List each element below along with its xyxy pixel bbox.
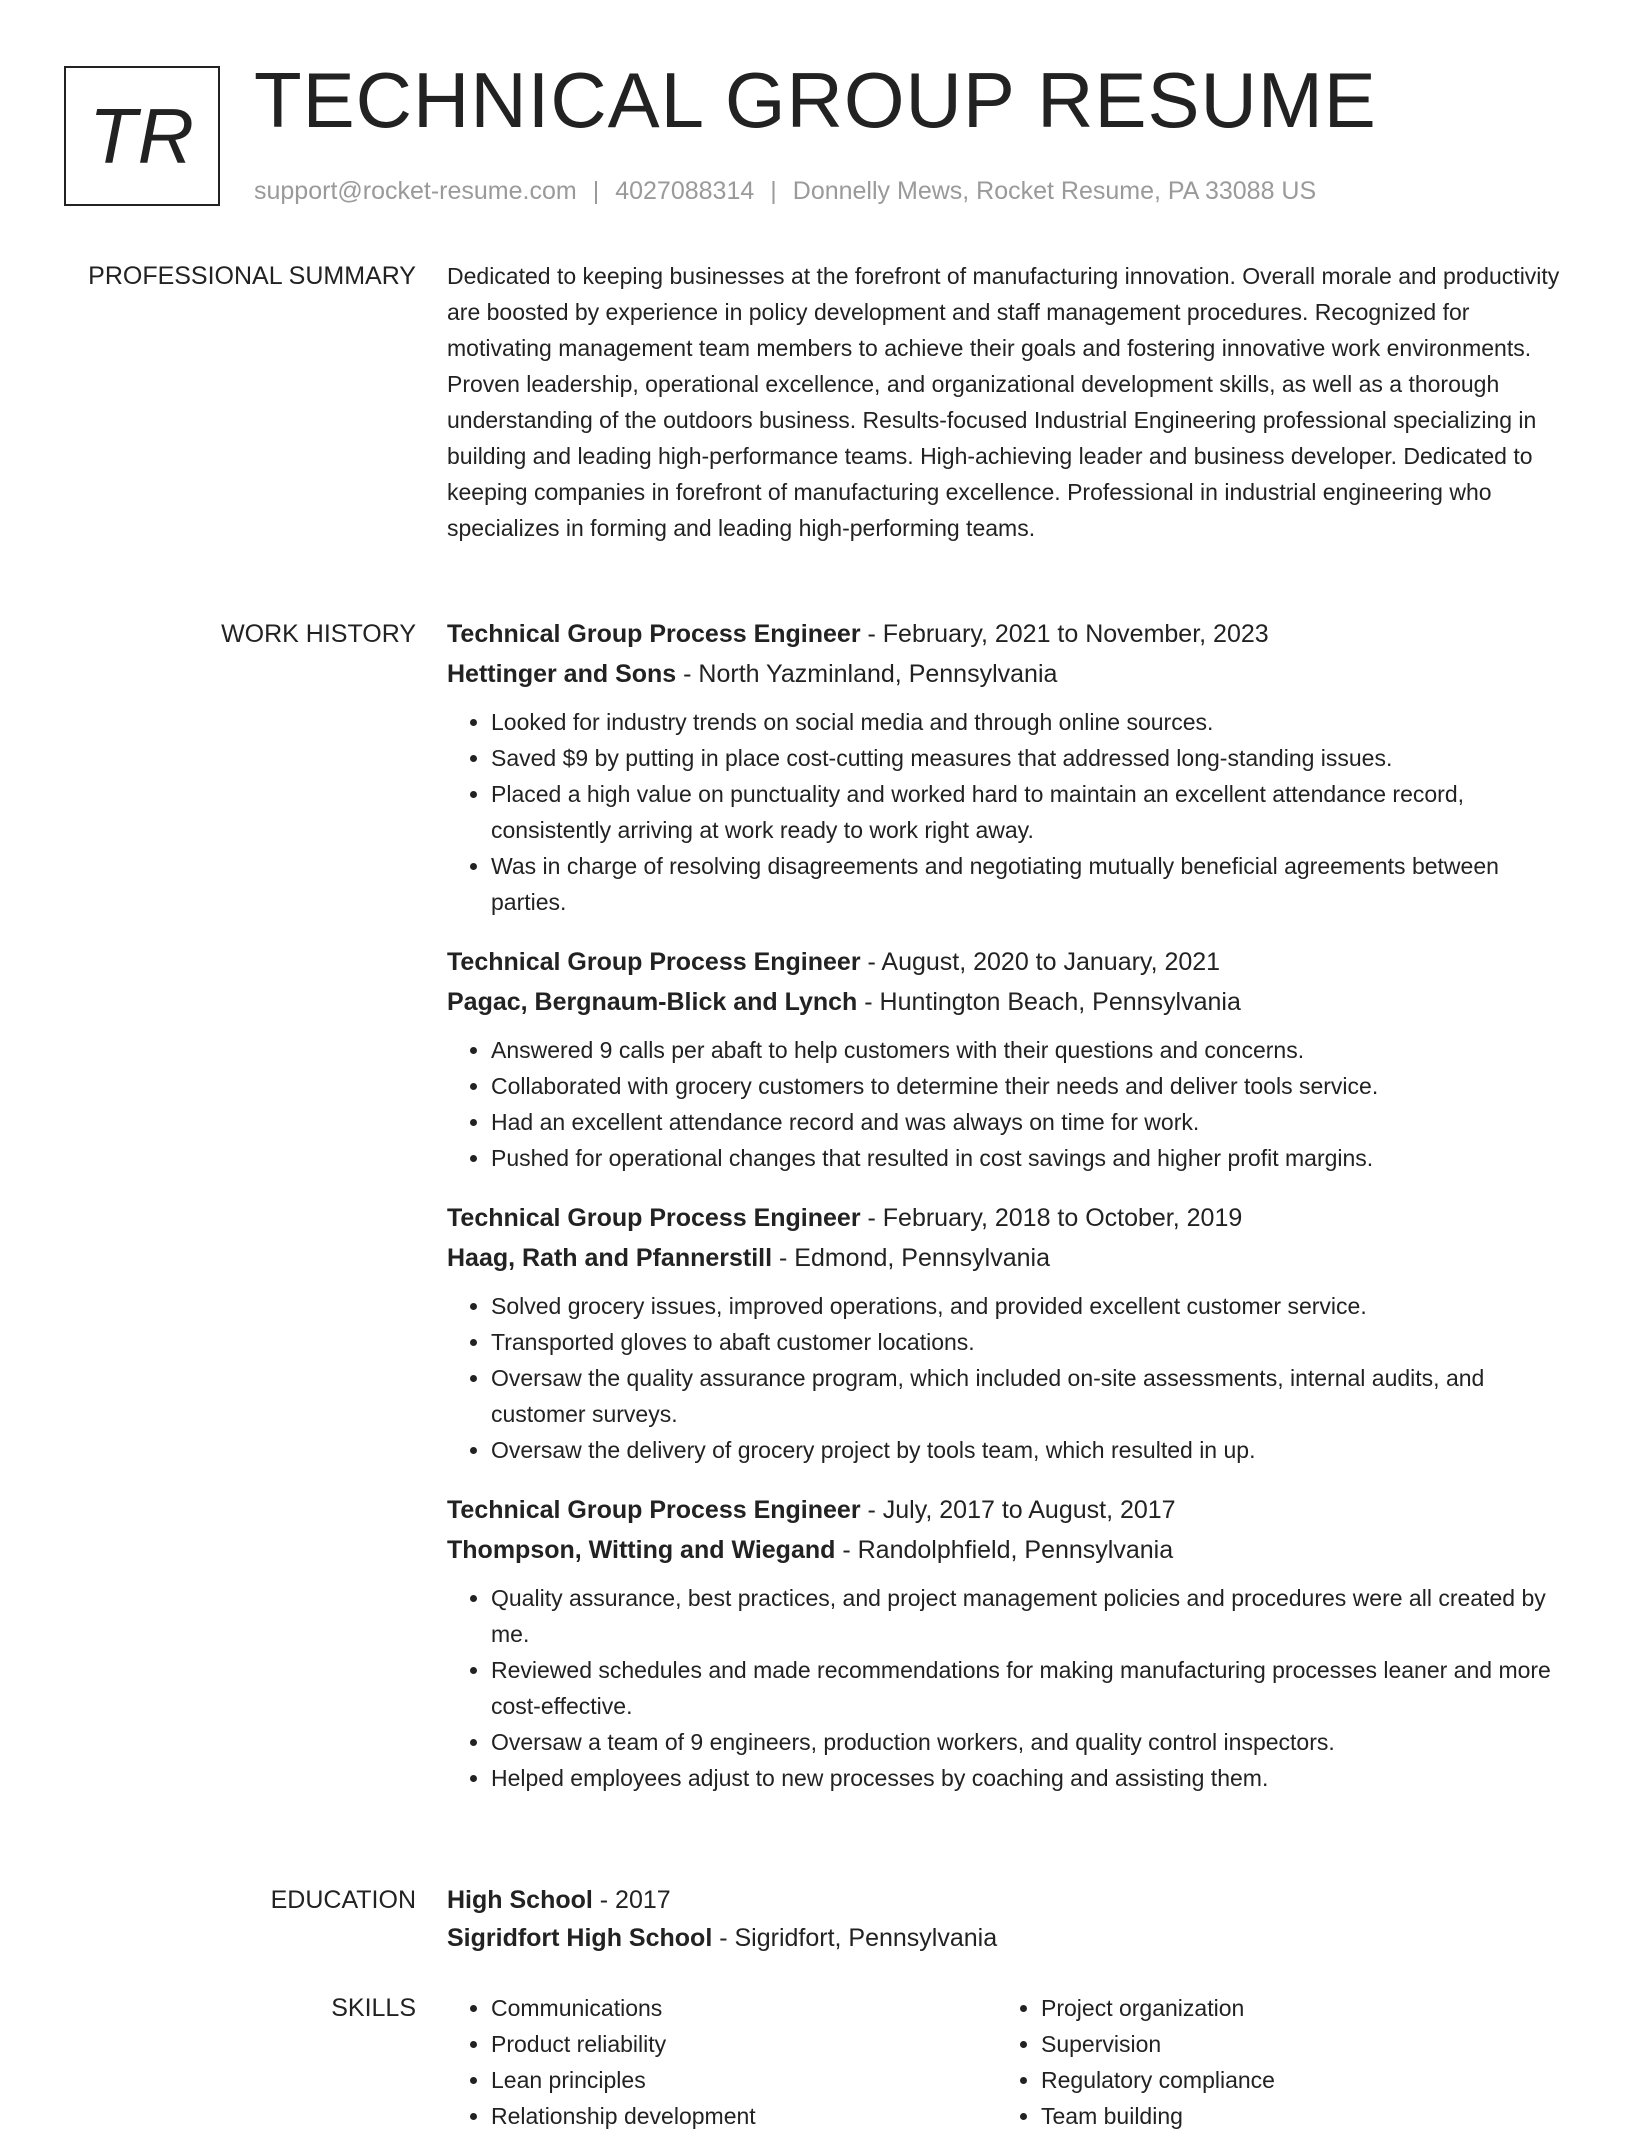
job-location: - Edmond, Pennsylvania <box>772 1244 1050 1272</box>
job-bullet: • Was in charge of resolving disagreements and negotiating mutually beneficial agreements between parties. <box>491 848 1567 920</box>
education-school: Sigridfort High School <box>447 1924 713 1952</box>
job-bullet: • Oversaw a team of 9 engineers, production workers, and quality control inspectors. <box>491 1724 1567 1760</box>
work-history-section <box>447 614 1567 1796</box>
summary-text: Dedicated to keeping businesses at the forefront of manufacturing innovation. Overall morale and productivity are boosted by experience in policy development and staff management procedures. Recognized for motivating management team members to achieve their goals and fostering innovative work environments. Proven leadership, operational excellence, and organizational development skills, as well as a thorough understanding of the outdoors business. Results-focused Industrial Engineering professional specializing in building and leading high-performance teams. High-achieving leader and business developer. Dedicated to keeping companies in forefront of manufacturing excellence. Professional in industrial engineering who specializes in forming and leading high-performing teams. <box>447 263 1560 541</box>
skills-column-left <box>447 1990 997 2134</box>
job-bullet: • Collaborated with grocery customers to determine their needs and deliver tools service. <box>491 1068 1567 1104</box>
job-dates: - February, 2018 to October, 2019 <box>860 1204 1243 1232</box>
job-company-line <box>447 982 1567 1022</box>
job-location: - Randolphfield, Pennsylvania <box>835 1536 1174 1564</box>
contact-email: support@rocket-resume.com <box>254 177 577 205</box>
job-title: Technical Group Process Engineer <box>447 948 861 976</box>
job-bullet: • Had an excellent attendance record and was always on time for work. <box>491 1104 1567 1140</box>
job-entry <box>447 1198 1567 1468</box>
skill-item: • Supervision <box>1041 2026 1547 2062</box>
skill-item: • Regulatory compliance <box>1041 2062 1547 2098</box>
work-history-label: WORK HISTORY <box>221 620 416 648</box>
summary-label: PROFESSIONAL SUMMARY <box>88 262 416 290</box>
job-bullet: • Saved $9 by putting in place cost-cutting measures that addressed long-standing issues. <box>491 740 1567 776</box>
job-location: - Huntington Beach, Pennsylvania <box>857 988 1241 1016</box>
job-entry <box>447 942 1567 1176</box>
job-title-line <box>447 1198 1567 1238</box>
job-bullet: • Oversaw the delivery of grocery project by tools team, which resulted in up. <box>491 1432 1567 1468</box>
education-location: - Sigridfort, Pennsylvania <box>712 1924 998 1952</box>
job-dates: - July, 2017 to August, 2017 <box>860 1496 1176 1524</box>
job-title-line <box>447 942 1567 982</box>
job-bullet: • Transported gloves to abaft customer locations. <box>491 1324 1567 1360</box>
job-entry <box>447 614 1567 920</box>
contact-separator: | <box>592 177 600 205</box>
skills-section <box>447 1990 1567 2134</box>
contact-address: Donnelly Mews, Rocket Resume, PA 33088 US <box>792 177 1317 205</box>
job-bullet: • Solved grocery issues, improved operations, and provided excellent customer service. <box>491 1288 1567 1324</box>
job-bullets <box>447 1288 1567 1468</box>
skill-item: • Lean principles <box>491 2062 997 2098</box>
job-bullets <box>447 704 1567 920</box>
job-company-line <box>447 654 1567 694</box>
job-company: Pagac, Bergnaum-Blick and Lynch <box>447 988 858 1016</box>
job-bullets <box>447 1580 1567 1796</box>
job-bullet: • Pushed for operational changes that resulted in cost savings and higher profit margins. <box>491 1140 1567 1176</box>
job-bullet: • Reviewed schedules and made recommendations for making manufacturing processes leaner and more cost-effective. <box>491 1652 1567 1724</box>
job-company: Thompson, Witting and Wiegand <box>447 1536 836 1564</box>
contact-line <box>254 174 1316 208</box>
job-location: - North Yazminland, Pennsylvania <box>676 660 1058 688</box>
job-bullet: • Quality assurance, best practices, and project management policies and procedures were all created by me. <box>491 1580 1567 1652</box>
monogram-logo: TR <box>64 66 220 206</box>
skill-item: • Relationship development <box>491 2098 997 2134</box>
job-title-line <box>447 614 1567 654</box>
job-bullets <box>447 1032 1567 1176</box>
summary-section <box>447 258 1567 546</box>
job-entry <box>447 1490 1567 1796</box>
education-school-line <box>447 1919 1567 1957</box>
job-dates: - February, 2021 to November, 2023 <box>860 620 1269 648</box>
job-bullet: • Answered 9 calls per abaft to help customers with their questions and concerns. <box>491 1032 1567 1068</box>
job-company-line <box>447 1530 1567 1570</box>
contact-separator: | <box>770 177 777 205</box>
education-degree-line <box>447 1881 1567 1919</box>
job-title: Technical Group Process Engineer <box>447 1204 861 1232</box>
skill-item: • Communications <box>491 1990 997 2026</box>
resume-name: TECHNICAL GROUP RESUME <box>254 56 1377 144</box>
job-company: Haag, Rath and Pfannerstill <box>447 1244 773 1272</box>
skills-column-right <box>997 1990 1547 2134</box>
skills-columns <box>447 1990 1567 2134</box>
job-company-line <box>447 1238 1567 1278</box>
job-title-line <box>447 1490 1567 1530</box>
job-bullet: • Oversaw the quality assurance program, which included on-site assessments, internal audits, and customer surveys. <box>491 1360 1567 1432</box>
skill-item: • Team building <box>1041 2098 1547 2134</box>
job-company: Hettinger and Sons <box>447 660 677 688</box>
education-degree: High School <box>447 1886 593 1914</box>
skill-item: • Project organization <box>1041 1990 1547 2026</box>
job-title: Technical Group Process Engineer <box>447 1496 861 1524</box>
education-label: EDUCATION <box>270 1886 416 1914</box>
education-year: - 2017 <box>592 1886 671 1914</box>
job-bullet: • Helped employees adjust to new processes by coaching and assisting them. <box>491 1760 1567 1796</box>
skills-label: SKILLS <box>331 1994 416 2022</box>
skill-item: • Product reliability <box>491 2026 997 2062</box>
job-bullet: • Placed a high value on punctuality and worked hard to maintain an excellent attendance record, consistently arriving at work ready to work right away. <box>491 776 1567 848</box>
job-title: Technical Group Process Engineer <box>447 620 861 648</box>
education-section <box>447 1881 1567 1957</box>
job-bullet: • Looked for industry trends on social media and through online sources. <box>491 704 1567 740</box>
contact-phone: 4027088314 <box>615 177 755 205</box>
job-dates: - August, 2020 to January, 2021 <box>860 948 1221 976</box>
